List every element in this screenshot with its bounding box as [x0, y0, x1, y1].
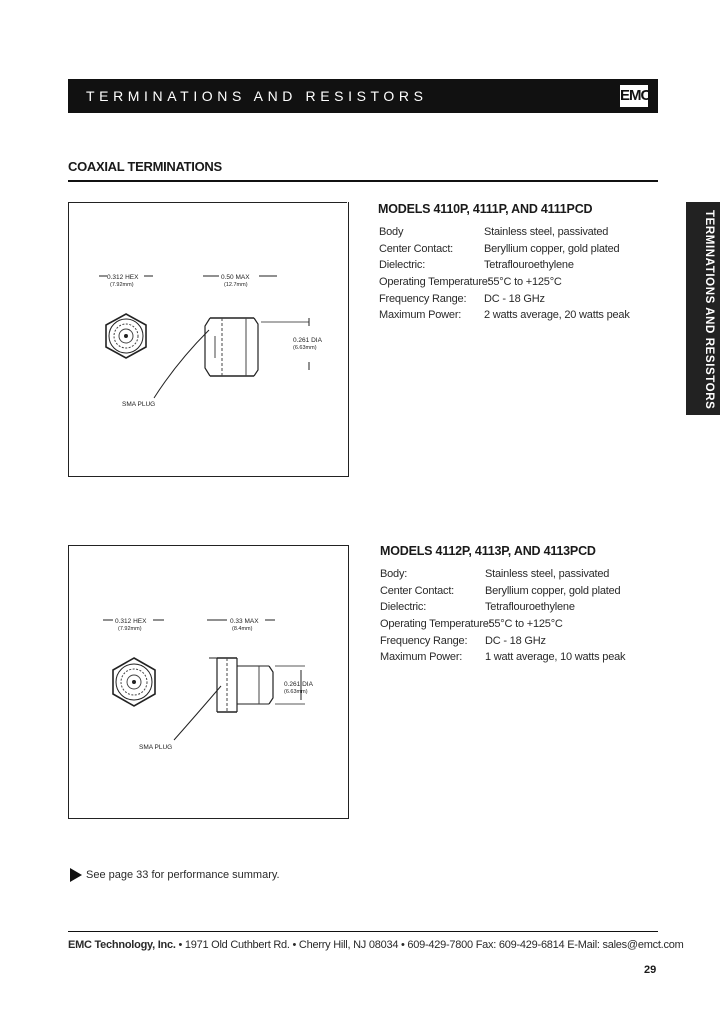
figure1-plug-label: SMA PLUG: [122, 401, 156, 408]
figure2-max-dim-mm: (8.4mm): [232, 626, 253, 632]
spec-label: Body: [379, 226, 404, 238]
spec-label: Dielectric:: [379, 259, 426, 272]
spec-value: DC - 18 GHz: [484, 292, 545, 305]
figure2-hex-nut: [113, 658, 155, 706]
side-tab: [686, 202, 720, 415]
figure1-hex-dim-mm: (7.92mm): [110, 282, 134, 288]
figure1-dia-dim: 0.261 DIA: [293, 337, 322, 344]
figure2-drawing: [68, 545, 349, 819]
figure2-max-dim: 0.33 MAX: [230, 618, 259, 625]
footer-address: • 1971 Old Cuthbert Rd. • Cherry Hill, NJ 08034 • 609-429-7800 Fax: 609-429-6814 E-Mail: sales@emct.com: [175, 939, 684, 951]
spec-label: Frequency Range:: [380, 634, 468, 647]
header-title: TERMINATIONS AND RESISTORS: [86, 88, 428, 104]
figure2-side-view: [209, 658, 273, 712]
spec-value: Stainless steel, passivated: [484, 226, 609, 238]
spec-label: Operating Temperature:: [380, 618, 492, 631]
spec-value: -55°C to +125°C: [484, 276, 562, 289]
figure1-max-dim-mm: (12.7mm): [224, 282, 248, 288]
spec-label: Maximum Power:: [379, 309, 462, 322]
figure1-drawing: [68, 202, 349, 477]
footer: [68, 939, 684, 951]
spec-value: 1 watt average, 10 watts peak: [485, 651, 626, 664]
spec-value: Beryllium copper, gold plated: [484, 242, 620, 255]
spec-value: Tetraflouroethylene: [485, 601, 575, 614]
models1-title: MODELS 4110P, 4111P, AND 4111PCD: [378, 202, 593, 216]
footer-company: EMC Technology, Inc.: [68, 939, 176, 951]
figure1-hex-dim: 0.312 HEX: [107, 274, 139, 281]
models2-title: MODELS 4112P, 4113P, AND 4113PCD: [380, 544, 596, 558]
figure2-hex-dim-mm: (7.92mm): [118, 626, 142, 632]
figure2-dia-dim-mm: (6.63mm): [284, 689, 308, 695]
section-title: COAXIAL TERMINATIONS: [68, 159, 222, 174]
spec-value: Stainless steel, passivated: [485, 568, 610, 580]
figure1-dia-dim-mm: (6.63mm): [293, 345, 317, 351]
emc-logo: EMC: [620, 85, 648, 107]
figure2-svg: [69, 546, 348, 818]
arrow-right-icon: [70, 868, 82, 882]
figure1-max-dim: 0.50 MAX: [221, 274, 250, 281]
footer-divider: [68, 931, 658, 932]
spec-label: Maximum Power:: [380, 651, 463, 664]
spec-label: Dielectric:: [380, 601, 427, 614]
figure1-svg: [69, 202, 348, 476]
figure2-plug-label: SMA PLUG: [139, 744, 173, 751]
figure1-hex-nut: [106, 314, 146, 358]
page-number: 29: [644, 964, 657, 976]
note-text: See page 33 for performance summary.: [86, 869, 280, 881]
spec-value: Tetraflouroethylene: [484, 259, 574, 272]
spec-label: Body:: [380, 568, 408, 580]
spec-value: 2 watts average, 20 watts peak: [484, 309, 630, 322]
section-divider: [68, 180, 658, 182]
performance-note: [70, 868, 280, 882]
figure1-side-view: [205, 318, 258, 376]
spec-label: Center Contact:: [380, 584, 455, 597]
header-bar: [68, 79, 658, 113]
spec-label: Frequency Range:: [379, 292, 467, 305]
side-tab-label: TERMINATIONS AND RESISTORS: [703, 210, 715, 410]
figure2-dia-dim: 0.261 DIA: [284, 681, 313, 688]
spec-value: DC - 18 GHz: [485, 634, 546, 647]
spec-value: -55°C to +125°C: [485, 618, 563, 631]
figure2-hex-dim: 0.312 HEX: [115, 618, 147, 625]
spec-value: Beryllium copper, gold plated: [485, 584, 621, 597]
spec-label: Center Contact:: [379, 242, 454, 255]
spec-label: Operating Temperature:: [379, 276, 491, 289]
